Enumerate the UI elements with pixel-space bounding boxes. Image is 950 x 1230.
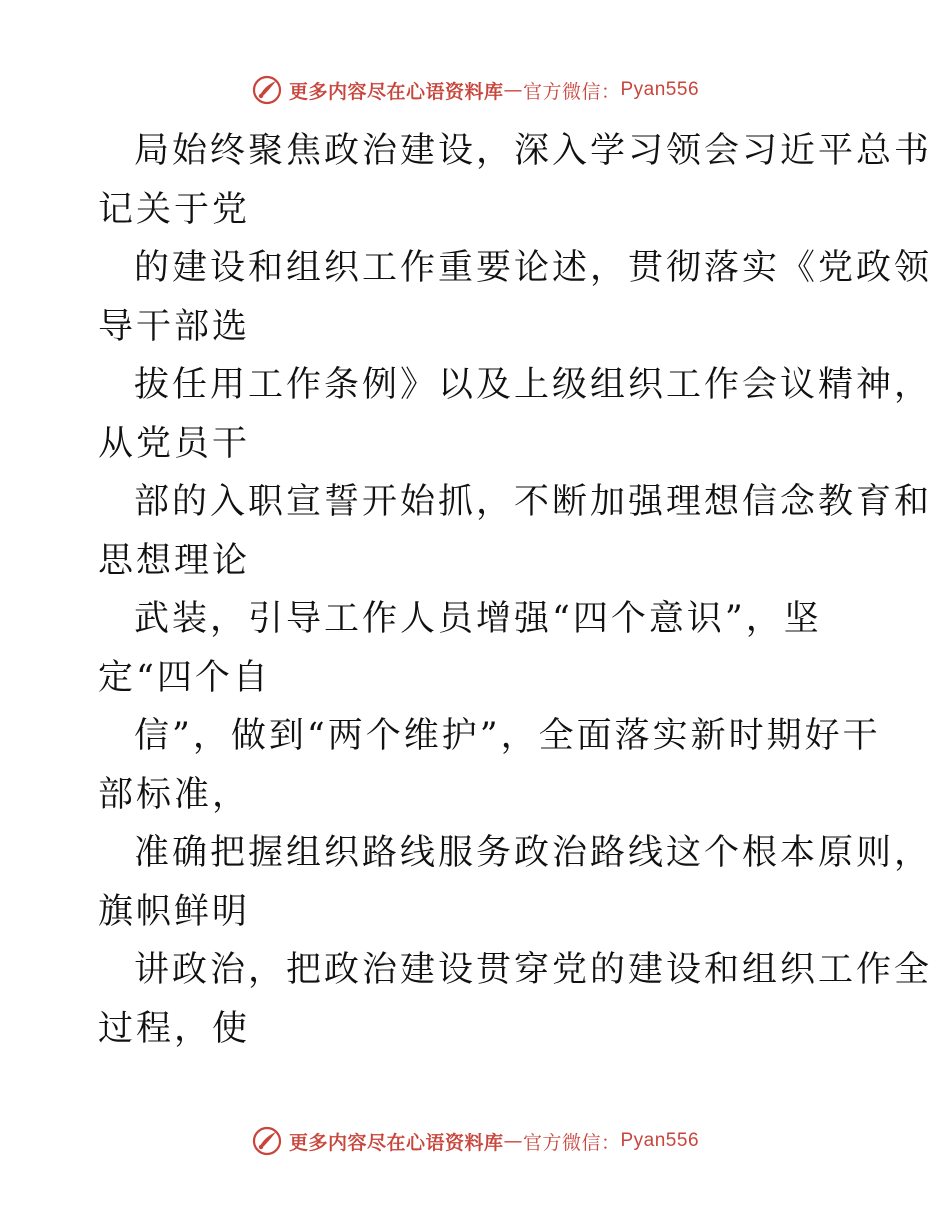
watermark-separator: — xyxy=(503,1130,523,1152)
body-line: 武装，引导工作人员增强“四个意识”，坚 xyxy=(134,599,822,639)
brush-circle-icon xyxy=(251,74,283,106)
watermark-brand: 更多内容尽在心语资料库 xyxy=(288,1131,504,1154)
body-line: 旗帜鲜明 xyxy=(98,891,251,932)
brush-circle-icon xyxy=(251,1125,283,1157)
watermark-separator: — xyxy=(503,79,523,101)
watermark-wechat-id: Pyan556 xyxy=(620,1130,700,1151)
document-body xyxy=(0,122,950,1058)
body-line: 讲政治，把政治建设贯穿党的建设和组织工作全 xyxy=(134,950,933,990)
body-line: 导干部选 xyxy=(98,306,251,347)
header-watermark xyxy=(0,74,950,106)
watermark-wechat-label: 官方微信： xyxy=(522,80,621,103)
body-line: 部的入职宣誓开始抓，不断加强理想信念教育和 xyxy=(134,482,933,522)
footer-watermark xyxy=(0,1125,950,1157)
body-line: 的建设和组织工作重要论述，贯彻落实《党政领 xyxy=(134,248,933,288)
watermark-wechat-id: Pyan556 xyxy=(620,79,700,100)
body-line: 记关于党 xyxy=(98,189,251,230)
body-line: 信”，做到“两个维护”，全面落实新时期好干 xyxy=(134,716,881,756)
body-line: 思想理论 xyxy=(98,540,251,581)
body-line: 过程，使 xyxy=(98,1008,251,1049)
body-line: 从党员干 xyxy=(98,423,251,464)
watermark-brand: 更多内容尽在心语资料库 xyxy=(288,80,504,103)
body-line: 准确把握组织路线服务政治路线这个根本原则， xyxy=(134,833,933,873)
watermark-wechat-label: 官方微信： xyxy=(522,1131,621,1154)
body-line: 部标准， xyxy=(98,774,251,815)
body-line: 定“四个自 xyxy=(98,657,271,698)
body-line: 拔任用工作条例》以及上级组织工作会议精神， xyxy=(134,365,933,405)
body-line: 局始终聚焦政治建设，深入学习领会习近平总书 xyxy=(134,131,933,171)
